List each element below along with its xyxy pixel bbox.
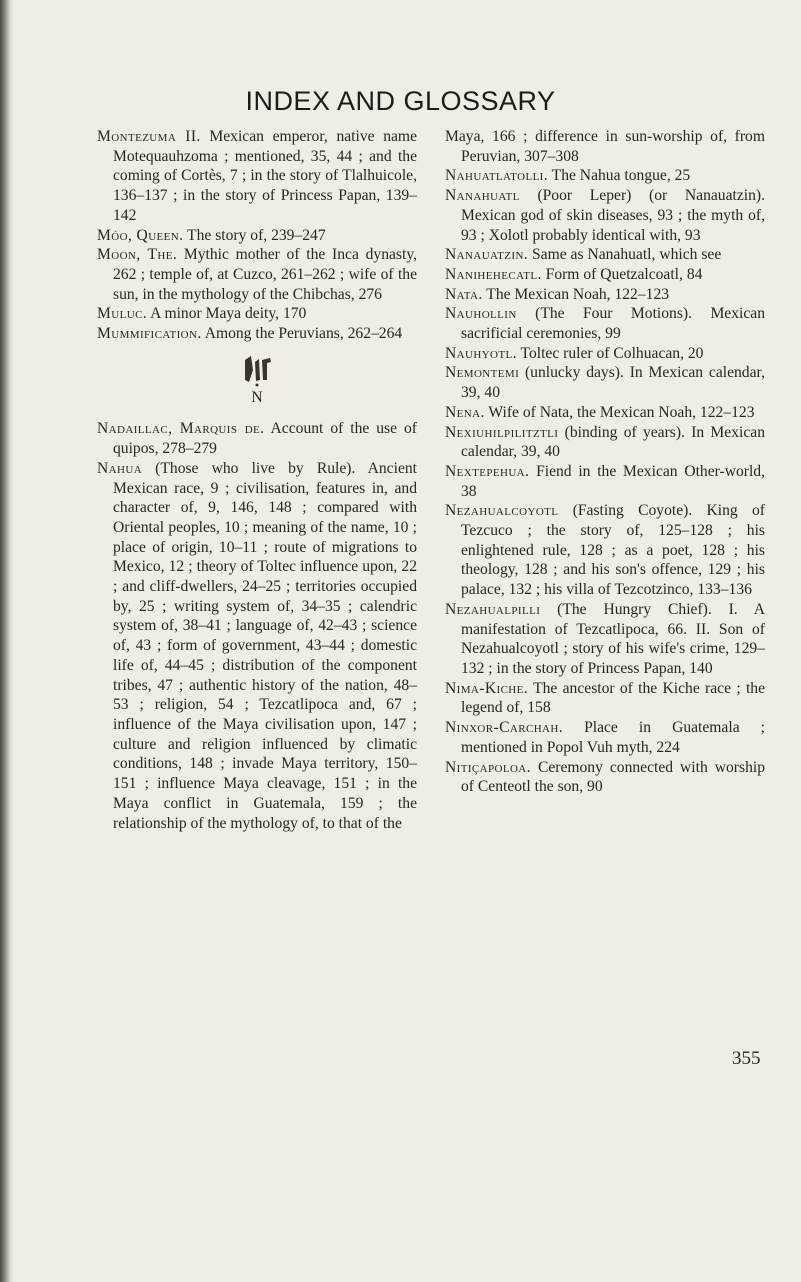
entry-text: Place in Guatemala ; mentioned in Popol Vuh myth, 224 bbox=[461, 719, 765, 756]
entry-text: (Poor Leper) (or Nanauatzin). Mexican god of skin diseases, 93 ; the myth of, 93 ; Xolotl probably identical with, 93 bbox=[461, 187, 765, 244]
entry-headword: Nima-Kiche. bbox=[445, 679, 529, 697]
entries-before-n bbox=[97, 127, 417, 344]
index-entry bbox=[445, 166, 765, 186]
right-column bbox=[445, 127, 765, 797]
entry-text: Fiend in the Mexican Other-world, 38 bbox=[461, 462, 765, 500]
index-entry bbox=[445, 186, 765, 245]
section-letter-block bbox=[97, 350, 417, 408]
index-entry bbox=[445, 501, 765, 600]
entry-headword: Nezahualcoyotl bbox=[445, 502, 559, 520]
entry-text: The ancestor of the Kiche race ; the legend of, 158 bbox=[461, 679, 765, 717]
index-entry bbox=[97, 245, 417, 304]
entry-headword: Nemontemi bbox=[445, 364, 520, 382]
index-entry bbox=[445, 344, 765, 364]
entry-text: A minor Maya deity, 170 bbox=[147, 305, 307, 323]
entry-headword: Nanahuatl bbox=[445, 187, 520, 205]
section-letter: N bbox=[251, 388, 263, 406]
entry-headword: Nauhollin bbox=[445, 305, 517, 323]
entry-headword: Nezahualpilli bbox=[445, 600, 541, 618]
index-entry bbox=[445, 423, 765, 462]
entry-text: Account of the use of quipos, 278–279 bbox=[113, 420, 417, 458]
index-entry bbox=[445, 304, 765, 343]
entry-headword: Ninxor-Carchah. bbox=[445, 719, 564, 737]
page-number: 355 bbox=[732, 1048, 761, 1069]
entry-text: Same as Nanahuatl, which see bbox=[528, 246, 722, 264]
index-entry bbox=[445, 127, 765, 166]
entry-headword: Nitiçapoloa. bbox=[445, 758, 531, 776]
entry-text: Ceremony connected with worship of Centeotl the son, 90 bbox=[461, 758, 765, 796]
entry-text: Maya, 166 ; difference in sun-worship of, from Peruvian, 307–308 bbox=[445, 128, 765, 165]
index-entry bbox=[445, 462, 765, 501]
entry-headword: Nena. bbox=[445, 403, 485, 421]
entry-headword: Nanihehecatl. bbox=[445, 265, 542, 283]
index-entry bbox=[445, 600, 765, 679]
entry-text: Toltec ruler of Colhuacan, 20 bbox=[516, 344, 704, 362]
index-entry bbox=[97, 459, 417, 833]
entry-headword: Móo, Queen. bbox=[97, 226, 184, 244]
entry-text: The Mexican Noah, 122–123 bbox=[482, 285, 670, 303]
entry-headword: Nadaillac, Marquis de. bbox=[97, 420, 265, 438]
index-entry bbox=[97, 226, 417, 246]
index-entry bbox=[445, 679, 765, 718]
index-entry bbox=[445, 718, 765, 757]
entry-headword: Moon, The. bbox=[97, 246, 178, 264]
entry-headword: Nahuatlatolli. bbox=[445, 167, 549, 185]
entry-text: Mythic mother of the Inca dynasty, 262 ; temple of, at Cuzco, 261–262 ; wife of the sun, in the mythology of the Chibchas, 276 bbox=[113, 246, 417, 303]
entry-headword: Nexiuhilpilitztli bbox=[445, 423, 559, 441]
index-entry bbox=[97, 419, 417, 458]
entry-headword: Nata. bbox=[445, 285, 483, 303]
entry-text: (unlucky days). In Mexican calendar, 39, 40 bbox=[461, 364, 765, 402]
entry-text: Mexican emperor, native name Motequauhzoma ; mentioned, 35, 44 ; and the coming of Cortès, 7 ; in the story of Tlalhuicole, 136–137 ; in the story of Princess Papan, 139–142 bbox=[113, 128, 417, 224]
index-entry bbox=[445, 758, 765, 797]
entry-headword: Nanauatzin. bbox=[445, 246, 529, 264]
index-entry bbox=[97, 127, 417, 226]
printer-ornament-icon bbox=[237, 350, 277, 390]
entry-headword: Nextepehua. bbox=[445, 462, 530, 480]
entry-headword: Muluc. bbox=[97, 305, 148, 323]
binding-gutter bbox=[0, 0, 14, 1282]
entry-headword: Montezuma II. bbox=[97, 128, 201, 145]
entry-text: Wife of Nata, the Mexican Noah, 122–123 bbox=[484, 403, 755, 421]
entry-text: (The Four Motions). Mexican sacrificial ceremonies, 99 bbox=[461, 305, 765, 343]
entry-text: (Those who live by Rule). Ancient Mexican race, 9 ; civilisation, features in, and character of, 9, 146, 148 ; compared with Oriental peoples, 10 ; meaning of the name, 10 ; place of origin, 10–11 ; route of migrations to Mexico, 12 ; theory of Toltec influence upon, 22 ; and cliff-dwellers, 24–25 ; territories occupied by, 25 ; writing system of, 34–35 ; calendric system of, 38–41 ; language of, 42–43 ; science of, 43 ; form of government, 43–44 ; domestic life of, 44–45 ; distribution of the component tribes, 47 ; authentic history of the nation, 48–53 ; religion, 54 ; Tezcatlipoca and, 67 ; influence of the Maya civilisation upon, 147 ; culture and religion influenced by climatic conditions, 148 ; invade Maya territory, 150–151 ; influence Maya cleavage, 151 ; in the Maya conflict in Guatemala, 159 ; the relationship of the mythology of, to that of the bbox=[113, 459, 417, 832]
index-entry bbox=[445, 245, 765, 265]
index-entry bbox=[97, 324, 417, 344]
left-column bbox=[97, 127, 417, 833]
entry-headword: Nauhyotl. bbox=[445, 344, 517, 362]
entry-headword: Mummification. bbox=[97, 325, 202, 343]
entry-text: (Fasting Coyote). King of Tezcuco ; the story of, 125–128 ; his enlightened rule, 128 ; as a poet, 128 ; his theology, 128 ; and his son's offence, 129 ; his palace, 132 ; his villa of Tezcotzinco, 133–136 bbox=[461, 502, 765, 599]
entry-text: Among the Peruvians, 262–264 bbox=[201, 325, 403, 343]
index-entry bbox=[445, 403, 765, 423]
index-entry bbox=[445, 265, 765, 285]
entry-headword: Nahua bbox=[97, 459, 143, 477]
entries-after-n bbox=[97, 419, 417, 833]
entry-text: (The Hungry Chief). I. A manifestation of Tezcatlipoca, 66. II. Son of Nezahualcoyotl ; story of his wife's crime, 129–132 ; in the story of Princess Papan, 140 bbox=[461, 600, 765, 677]
entry-text: Form of Quetzalcoatl, 84 bbox=[541, 265, 703, 283]
index-entry bbox=[445, 285, 765, 305]
entry-text: (binding of years). In Mexican calendar, 39, 40 bbox=[461, 423, 765, 461]
page-title: INDEX AND GLOSSARY bbox=[245, 86, 556, 116]
right-entries bbox=[445, 127, 765, 797]
index-entry bbox=[97, 304, 417, 324]
entry-text: The Nahua tongue, 25 bbox=[548, 167, 691, 185]
index-entry bbox=[445, 363, 765, 402]
entry-text: The story of, 239–247 bbox=[183, 226, 326, 244]
